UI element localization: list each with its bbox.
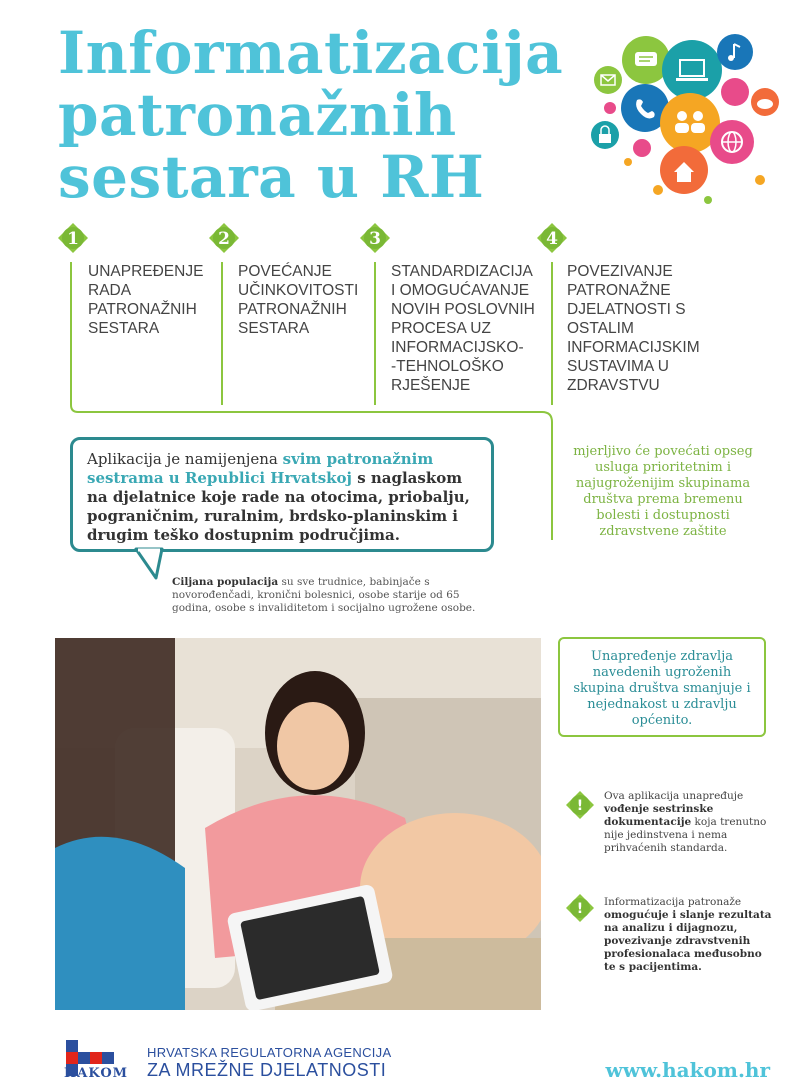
title-line-3: sestara u RH [58, 143, 485, 211]
email-icon [594, 66, 622, 94]
page-title [58, 19, 564, 211]
population-description: su sve trudnice, babinjače s novorođenčadi, kronični bolesnici, osobe starije od 65 godina, osobe s invaliditetom i socijalno ugrožene osobe. [172, 576, 476, 614]
intro-speech-bubble [70, 437, 494, 552]
agency-name-line-1: HRVATSKA REGULATORNA AGENCIJA [147, 1045, 392, 1060]
step-number-4: 4 [546, 229, 558, 249]
lock-icon [591, 121, 619, 149]
step-number-2: 2 [218, 229, 230, 249]
target-population [172, 576, 492, 615]
note-2-badge-text: ! [576, 901, 584, 917]
video-icon [721, 78, 749, 106]
note-2-pre: Informatizacija patronaže [604, 896, 742, 908]
intro-part-2: s naglaskom na djelatnice koje rade na otocima, priobalju, pograničnim, ruralnim, brdsko-planinskim i drugim teško dostupnim područjima. [87, 469, 470, 544]
hakom-wordmark: HAKOM [64, 1066, 129, 1081]
home-icon [660, 146, 708, 194]
note-1-badge-text: ! [576, 798, 584, 814]
step-text-4: POVEZIVANJE PATRONAŽNE DJELATNOSTI S OSTALIM INFORMACIJSKIM SUSTAVIMA U ZDRAVSTVU [567, 263, 700, 394]
health-callout: Unapređenje zdravlja navedenih ugroženih skupina društva smanjuje i nejednakost u zdravlju općenito. [558, 637, 766, 737]
step-badge-4 [536, 222, 568, 254]
note-1-bold: vođenje sestrinske dokumentacije [604, 803, 714, 828]
cloud-icon [751, 88, 779, 116]
globe-icon [710, 120, 754, 164]
agency-name-line-2: ZA MREŽNE DJELATNOSTI [147, 1060, 387, 1080]
intro-highlight: svim patronažnim sestrama u Republici Hrvatskoj [87, 450, 434, 487]
music-icon [717, 34, 753, 70]
note-1-alert-icon [565, 790, 595, 820]
note-1 [604, 790, 774, 855]
step-badge-3 [359, 222, 391, 254]
note-2 [604, 896, 774, 974]
step-badge-2 [208, 222, 240, 254]
step-number-3: 3 [369, 229, 381, 249]
note-2-bold: omogućuje i slanje rezultata na analizu i dijagnozu, povezivanje zdravstvenih profesionalaca međusobno te s pacijentima. [604, 909, 772, 973]
step-number-1: 1 [67, 229, 79, 249]
step-text-3: STANDARDIZACIJA I OMOGUĆAVANJE NOVIH POSLOVNIH PROCESA UZ INFORMACIJSKO- -TEHNOLOŠKO RJEŠENJE [391, 263, 535, 394]
note-1-pre: Ova aplikacija unapređuje [604, 790, 744, 802]
impact-text: mjerljivo će povećati opseg usluga prioritetnim i najugroženijim skupinama društva prema bremenu bolesti i dostupnosti zdravstvene zaštite [573, 444, 753, 539]
note-1-post: koja trenutno nije jedinstvena i nema prihvaćenih standarda. [604, 816, 767, 854]
title-line-1: Informatizacija [58, 19, 564, 87]
photo-pregnant-woman-with-nurse [55, 638, 541, 1010]
wifi-dot-icon [604, 102, 616, 114]
step-badge-1 [57, 222, 89, 254]
population-label: Ciljana populacija [172, 576, 279, 588]
title-line-2: patronažnih [58, 81, 457, 149]
intro-part-1: Aplikacija je namijenjena [87, 450, 283, 468]
step-text-1: UNAPREĐENJE RADA PATRONAŽNIH SESTARA [88, 263, 204, 337]
note-2-alert-icon [565, 893, 595, 923]
mic-icon [633, 139, 651, 157]
step-text-2: POVEĆANJE UČINKOVITOSTI PATRONAŽNIH SESTARA [238, 263, 359, 337]
communication-bubbles [590, 30, 790, 210]
website-url[interactable]: www.hakom.hr [605, 1058, 770, 1082]
laptop-icon [662, 40, 722, 100]
